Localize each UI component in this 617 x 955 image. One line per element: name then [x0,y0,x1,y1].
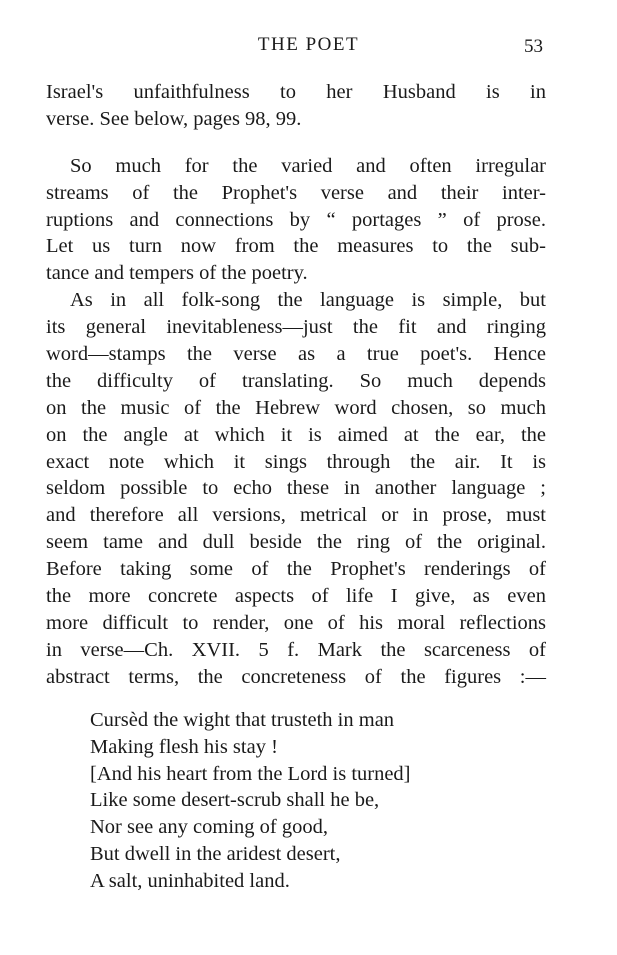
verse-line: Making flesh his stay ! [90,735,278,758]
text-line: Let us turn now from the measures to the sub- [46,235,546,258]
verse-line: But dwell in the aridest desert, [90,842,341,865]
text-line: the more concrete aspects of life I give, as even [46,585,546,608]
verse-quotation [90,707,411,895]
text-line: Israel's unfaithfulness to her Husband is in [46,81,546,103]
text-line: on the angle at which it is aimed at the ear, the [46,423,546,446]
text-line: its general inevitableness—just the fit and ringing [46,316,546,339]
text-line: on the music of the Hebrew word chosen, so much [46,396,546,419]
paragraph-folk-song [46,287,546,690]
paragraph-gap [46,133,546,153]
verse-line: Cursèd the wight that trusteth in man [90,709,395,731]
text-line: in verse—Ch. XVII. 5 f. Mark the scarceness of [46,638,546,661]
page-number: 53 [524,36,543,57]
running-head: THE POET [257,34,360,55]
text-line: the difficulty of translating. So much depends [46,369,546,392]
verse-line: A salt, uninhabited land. [90,869,290,892]
page-header [0,34,617,64]
text-line: seldom possible to echo these in another language ; [46,477,546,500]
verse-line: [And his heart from the Lord is turned] [90,762,411,785]
paragraph-measures [46,153,546,287]
text-line: exact note which it sings through the air. It is [46,450,546,473]
text-line: As in all folk-song the language is simple, but [70,289,546,312]
text-line: ruptions and connections by “ portages ” of prose. [46,208,546,231]
text-line: streams of the Prophet's verse and their inter- [46,181,546,204]
text-line: verse. See below, pages 98, 99. [46,107,302,130]
text-line: seem tame and dull beside the ring of the original. [46,531,546,554]
text-line: and therefore all versions, metrical or in prose, must [46,504,546,527]
text-line: Before taking some of the Prophet's renderings of [46,558,546,581]
text-line: So much for the varied and often irregular [70,154,546,177]
verse-line: Like some desert-scrub shall he be, [90,789,380,812]
verse-line: Nor see any coming of good, [90,816,328,839]
text-line: more difficult to render, one of his moral reflections [46,611,546,634]
text-line: tance and tempers of the poetry. [46,262,308,285]
text-line: word—stamps the verse as a true poet's. Hence [46,343,546,366]
text-line: abstract terms, the concreteness of the figures :— [46,665,546,688]
body-text [46,79,546,691]
paragraph-continuation [46,79,546,133]
